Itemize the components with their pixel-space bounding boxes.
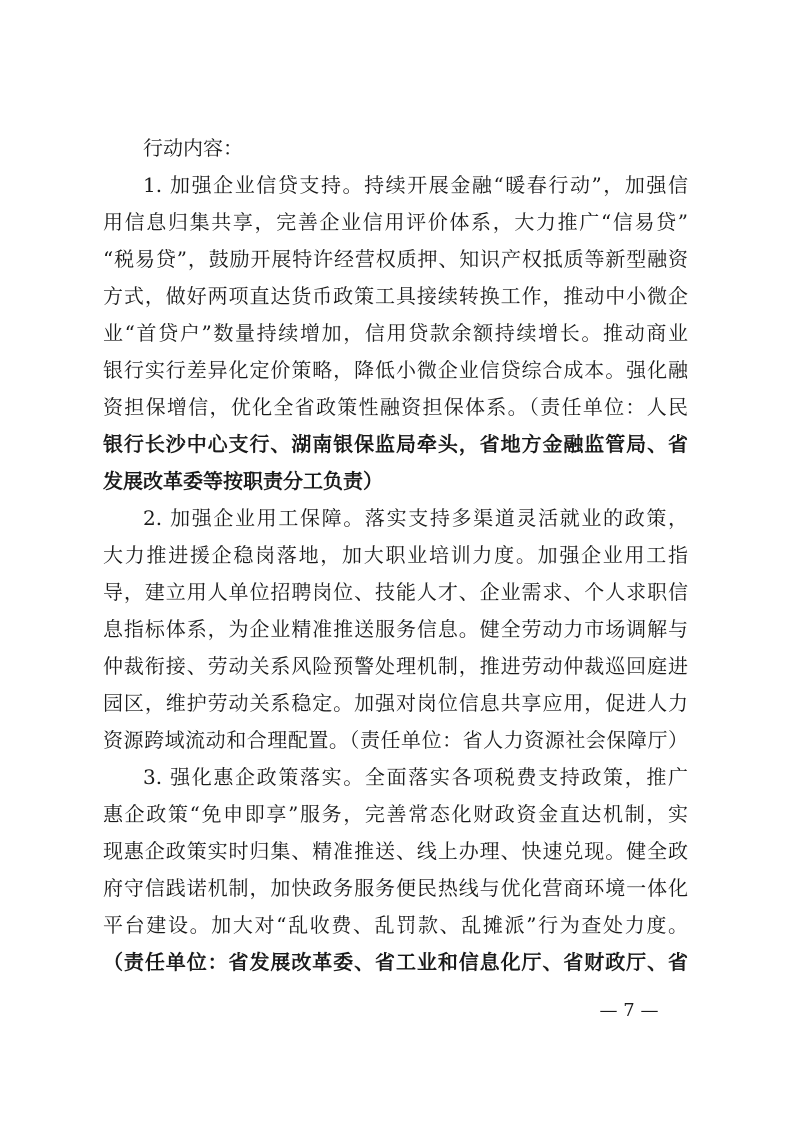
section-intro: 行动内容：: [143, 136, 243, 160]
paragraph-credit-support: [103, 167, 688, 500]
paragraph-employment-support: [103, 500, 688, 759]
paragraph-line: 银行长沙中心支行、湖南银保监局牵头，省地方金融监管局、省: [103, 432, 688, 456]
paragraph-line: 园区，维护劳动关系稳定。加强对岗位信息共享应用，促进人力: [103, 691, 688, 715]
paragraph-line: 仲裁衔接、劳动关系风险预警处理机制，推进劳动仲裁巡回庭进: [103, 654, 688, 678]
paragraph-line: 发展改革委等按职责分工负责）: [103, 469, 383, 493]
paragraph-line: 3. 强化惠企政策落实。全面落实各项税费支持政策，推广: [143, 765, 688, 789]
paragraph-line: 惠企政策“免申即享”服务，完善常态化财政资金直达机制，实: [103, 802, 688, 826]
paragraph-line: 府守信践诺机制，加快政务服务便民热线与优化营商环境一体化: [103, 876, 688, 900]
paragraph-line: 方式，做好两项直达货币政策工具接续转换工作，推动中小微企: [103, 284, 688, 308]
paragraph-line: 用信息归集共享，完善企业信用评价体系，大力推广“信易贷”: [103, 210, 688, 234]
page-number: — 7 —: [599, 1000, 659, 1021]
paragraph-line: 2. 加强企业用工保障。落实支持多渠道灵活就业的政策，: [143, 506, 688, 530]
paragraph-line: 1. 加强企业信贷支持。持续开展金融“暖春行动”，加强信: [143, 173, 688, 197]
paragraph-line: 平台建设。加大对“乱收费、乱罚款、乱摊派”行为查处力度。: [103, 913, 688, 937]
paragraph-line: 导，建立用人单位招聘岗位、技能人才、企业需求、个人求职信: [103, 580, 688, 604]
paragraph-line: 资担保增信，优化全省政策性融资担保体系。（责任单位：人民: [103, 395, 688, 419]
paragraph-policy-implementation: [103, 759, 688, 981]
document-body: [103, 130, 688, 981]
paragraph-line: 资源跨域流动和合理配置。（责任单位：省人力资源社会保障厅）: [103, 728, 688, 752]
paragraph-line: 业“首贷户”数量持续增加，信用贷款余额持续增长。推动商业: [103, 321, 688, 345]
paragraph-line: 银行实行差异化定价策略，降低小微企业信贷综合成本。强化融: [103, 358, 688, 382]
paragraph-line: “税易贷”，鼓励开展特许经营权质押、知识产权抵质等新型融资: [103, 247, 688, 271]
paragraph-line: 息指标体系，为企业精准推送服务信息。健全劳动力市场调解与: [103, 617, 688, 641]
paragraph-line: （责任单位：省发展改革委、省工业和信息化厅、省财政厅、省: [103, 950, 688, 974]
paragraph-line: 现惠企政策实时归集、精准推送、线上办理、快速兑现。健全政: [103, 839, 688, 863]
paragraph-line: 大力推进援企稳岗落地，加大职业培训力度。加强企业用工指: [103, 543, 688, 567]
